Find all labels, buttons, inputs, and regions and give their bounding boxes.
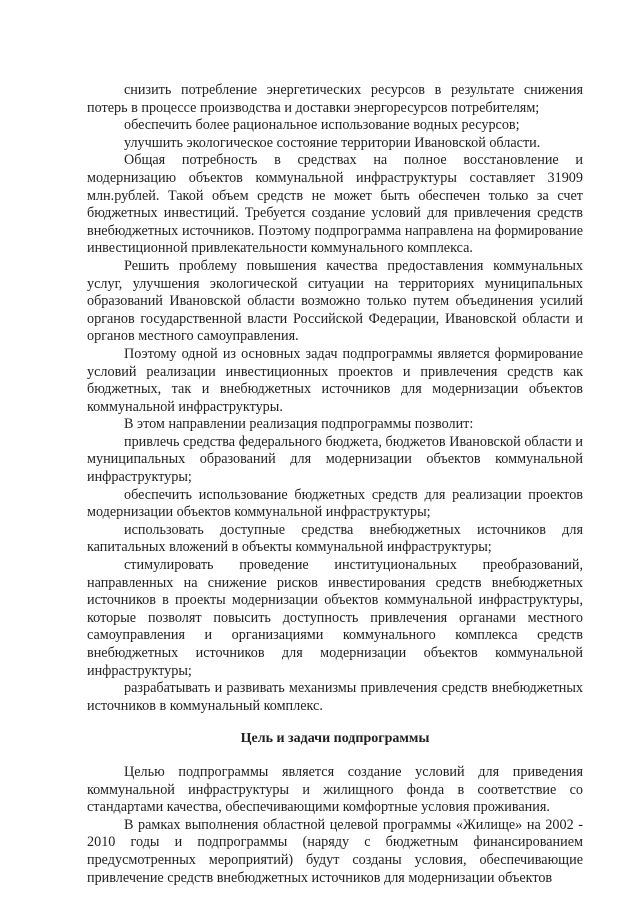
paragraph: привлечь средства федерального бюджета, бюджетов Ивановской области и муниципальных образований для модернизации объектов коммунальной инфраструктуры; [87, 433, 583, 486]
paragraph: В рамках выполнения областной целевой программы «Жилище» на 2002 - 2010 годы и подпрограммы (наряду с бюджетным финансированием предусмотренных мероприятий) будут созданы условия, обеспечивающие привлечение средств внебюджетных источников для модернизации объектов [87, 816, 583, 886]
paragraph: Поэтому одной из основных задач подпрограммы является формирование условий реализации инвестиционных проектов и привлечения средств как бюджетных, так и внебюджетных источников для модернизации объектов коммунальной инфраструктуры. [87, 345, 583, 415]
section-heading: Цель и задачи подпрограммы [240, 731, 430, 747]
paragraph: В этом направлении реализация подпрограммы позволит: [124, 416, 474, 433]
paragraph: стимулировать проведение институциональных преобразований, направленных на снижение рисков инвестирования средств внебюджетных источников в проекты модернизации объектов коммунальной инфраструктуры, которые позволят повысить доступность привлечения органами местного самоуправления и организациями коммунального комплекса средств внебюджетных источников для модернизации объектов коммунальной инфраструктуры; [87, 557, 583, 679]
paragraph: разрабатывать и развивать механизмы привлечения средств внебюджетных источников в коммунальный комплекс. [87, 680, 583, 714]
paragraph: снизить потребление энергетических ресурсов в результате снижения потерь в процессе производства и доставки энергоресурсов потребителям; [87, 82, 583, 116]
paragraph: использовать доступные средства внебюджетных источников для капитальных вложений в объекты коммунальной инфраструктуры; [87, 521, 583, 556]
paragraph: улучшить экологическое состояние территории Ивановской области. [124, 134, 541, 151]
paragraph: Общая потребность в средствах на полное восстановление и модернизацию объектов коммунальной инфраструктуры составляет 31909 млн.рублей. Такой объем средств не может быть обеспечен только за счет бюджетных инвестиций. Требуется создание условий для привлечения средств внебюджетных источников. Поэтому подпрограмма направлена на формирование инвестиционной привлекательности коммунального комплекса. [87, 152, 583, 257]
document-text [87, 82, 583, 887]
paragraph: Решить проблему повышения качества предоставления коммунальных услуг, улучшения экологической ситуации на территориях муниципальных образований Ивановской области возможно только путем объединения усилий органов государственной власти Российской Федерации, Ивановской области и органов местного самоуправления. [87, 257, 583, 345]
paragraph: обеспечить более рациональное использование водных ресурсов; [124, 117, 520, 134]
paragraph: обеспечить использование бюджетных средств для реализации проектов модернизации объектов коммунальной инфраструктуры; [87, 486, 583, 521]
paragraph: Целью подпрограммы является создание условий для приведения коммунальной инфраструктуры и жилищного фонда в соответствие со стандартами качества, обеспечивающими комфортные условия проживания. [87, 763, 583, 816]
